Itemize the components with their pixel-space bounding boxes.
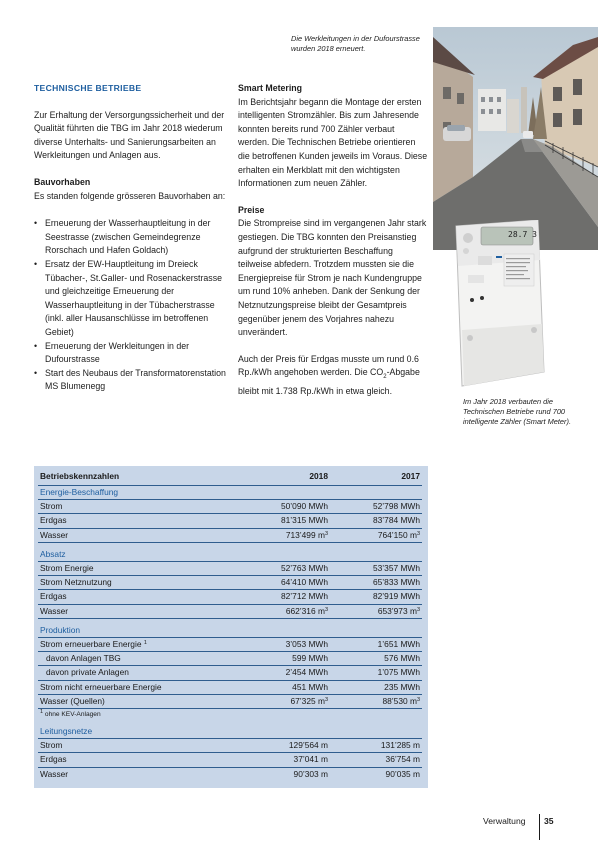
- row-label: [38, 652, 228, 666]
- table-row: [38, 576, 422, 590]
- row-label: [38, 767, 228, 781]
- list-item: • Ersatz der EW-Hauptleitung im Dreieck Tübacher-, St.Galler- und Rosenackerstrasse und gleichzeitige Erneuerung der Wasserhauptleitung in der Tübacherstrasse (inkl. aller Hausanschlüsse im betroffenen Gebiet): [34, 258, 227, 340]
- value-2018: 90’303 m: [293, 768, 328, 779]
- table-header-row: [38, 469, 422, 486]
- group-label: Leitungsnetze: [38, 720, 422, 739]
- middle-column: [238, 82, 428, 398]
- row-label: [38, 514, 228, 528]
- row-label-text: Strom: [40, 740, 63, 751]
- row-label-text: Strom: [40, 501, 63, 512]
- row-label: [38, 500, 228, 514]
- value-2017: 1’651 MWh: [330, 638, 422, 652]
- row-label-text: davon private Anlagen: [46, 667, 129, 678]
- smart-meter-photo: [448, 220, 546, 387]
- row-label-text: davon Anlagen TBG: [46, 653, 121, 664]
- group-header-row: [38, 618, 422, 637]
- table-row: [38, 652, 422, 666]
- row-label-text: Wasser: [40, 605, 69, 616]
- intro-paragraph: Zur Erhaltung der Versorgungssicherheit und der Qualität führten die TBG im Jahr 2018 wiederum diverse Unterhalts- und Sanierungsarbeiten an Werkleitungen und Anlagen aus.: [34, 109, 225, 161]
- meter-display-reading: 28.7 3: [508, 230, 537, 239]
- unit-superscript: 3: [416, 606, 420, 613]
- table-row: [38, 590, 422, 604]
- row-label: [38, 604, 228, 618]
- unit-superscript: 3: [416, 530, 420, 537]
- row-label: [38, 528, 228, 542]
- row-label-text: Strom Energie: [40, 563, 94, 574]
- smart-metering-heading: Smart Metering: [238, 83, 303, 93]
- row-label-text: Strom nicht erneuerbare Energie: [40, 681, 162, 692]
- table-row: [38, 666, 422, 680]
- footnote-row: [38, 709, 422, 721]
- value-2017: 653’973 $m^3$: [330, 604, 422, 618]
- group-label: Energie-Beschaffung: [38, 486, 422, 500]
- value-2018: 3’053 MWh: [228, 638, 330, 652]
- value-2017: 36’754 m: [330, 753, 422, 767]
- betriebskennzahlen-table: [34, 466, 428, 788]
- value-2018: 82’712 MWh: [228, 590, 330, 604]
- table-row: [38, 680, 422, 694]
- value-2018: 599 MWh: [228, 652, 330, 666]
- table-row: [38, 514, 422, 528]
- table-row: [38, 694, 422, 708]
- value-2017: 83’784 MWh: [330, 514, 422, 528]
- group-header-row: [38, 542, 422, 561]
- unit-superscript: 3: [324, 530, 328, 537]
- table-row: [38, 562, 422, 576]
- value-2018: 81’315 MWh: [228, 514, 330, 528]
- table-row: [38, 528, 422, 542]
- value-2017: 235 MWh: [330, 680, 422, 694]
- list-item: • Erneuerung der Wasserhauptleitung in der Seestrasse (zwischen Gemeindegrenze Rorschach und Hafen Goldach): [34, 217, 227, 258]
- table-row: [38, 604, 422, 618]
- preise-heading: Preise: [238, 204, 265, 215]
- erdgas-text: Auch der Preis für Erdgas musste um rund 0.6 Rp./kWh angehoben werden. Die $CO_2$-Abgabe bleibt mit 1.738 Rp./kWh in etwa gleich.: [238, 353, 420, 396]
- bauvorhaben-intro: Es standen folgende grösseren Bauvorhaben an:: [34, 190, 226, 201]
- table-title: Betriebskennzahlen: [38, 469, 228, 486]
- year-header-2018: 2018: [228, 469, 330, 486]
- row-label-text: Strom erneuerbare Energie: [40, 639, 142, 650]
- footnote-ref: 1: [143, 640, 147, 647]
- photo-caption-top: Die Werkleitungen in der Dufourstrasse wurden 2018 erneuert.: [291, 34, 420, 53]
- row-label-text: Wasser (Quellen): [40, 695, 105, 706]
- value-2017: 88’530 $m^3$: [330, 694, 422, 708]
- value-2018: 52’763 MWh: [228, 562, 330, 576]
- street-photo: [433, 27, 598, 250]
- list-item: • Start des Neubaus der Transformatorenstation MS Blumenegg: [34, 367, 227, 394]
- value-2017: 52’798 MWh: [330, 500, 422, 514]
- unit-superscript: 3: [324, 606, 328, 613]
- value-2017: 65’833 MWh: [330, 576, 422, 590]
- preise-text: Die Strompreise sind im vergangenen Jahr stark gestiegen. Die TBG konnten den Preisanstieg aufgrund der strukturierten Beschaffung teilweise abfedern. Trotzdem mussten sie die Energiepreise für Strom je nach Kundengruppe um rund 10% anheben. Dank der Senkung der Netznutzungspreise bleibt der Gesamtpreis gegenüber jenem des Vorjahres nahezu unverändert.: [238, 218, 427, 338]
- row-label-text: Strom Netznutzung: [40, 577, 112, 588]
- unit-superscript: 3: [324, 696, 328, 703]
- bauvorhaben-list: [34, 217, 227, 394]
- table-row: [38, 739, 422, 753]
- group-header-row: [38, 486, 422, 500]
- row-label: [38, 753, 228, 767]
- group-label: Absatz: [38, 542, 422, 561]
- left-column: [34, 82, 227, 394]
- row-label: [38, 576, 228, 590]
- value-2017: 53’357 MWh: [330, 562, 422, 576]
- value-2018: 713’499 $m^3$: [228, 528, 330, 542]
- page-footer: [483, 814, 563, 834]
- value-2018: 662’316 $m^3$: [228, 604, 330, 618]
- value-2018: 451 MWh: [228, 680, 330, 694]
- value-2017: 131’285 m: [330, 739, 422, 753]
- row-label: [38, 666, 228, 680]
- list-item: • Erneuerung der Werkleitungen in der Dufourstrasse: [34, 340, 227, 367]
- row-label-text: Erdgas: [40, 754, 67, 765]
- row-label-text: Wasser: [40, 768, 69, 779]
- row-label-text: Erdgas: [40, 515, 67, 526]
- section-title: TECHNISCHE BETRIEBE: [34, 83, 142, 93]
- bauvorhaben-heading: Bauvorhaben: [34, 176, 91, 187]
- table-row: [38, 753, 422, 767]
- value-2018: 67’325 $m^3$: [228, 694, 330, 708]
- value-2018: 129’564 m: [228, 739, 330, 753]
- row-label: [38, 638, 228, 652]
- value-2017: 764’150 $m^3$: [330, 528, 422, 542]
- value-2017: 576 MWh: [330, 652, 422, 666]
- value-2017: 90’035 m: [385, 768, 420, 779]
- row-label: [38, 694, 228, 708]
- value-2017: 1’075 MWh: [330, 666, 422, 680]
- group-label: Produktion: [38, 618, 422, 637]
- row-label: [38, 739, 228, 753]
- value-2018: 64’410 MWh: [228, 576, 330, 590]
- value-2018: 37’041 m: [228, 753, 330, 767]
- footer-section: Verwaltung: [483, 816, 526, 826]
- table-row: [38, 767, 422, 781]
- value-2018: 2’454 MWh: [228, 666, 330, 680]
- year-header-2017: 2017: [330, 469, 422, 486]
- unit-superscript: 3: [416, 696, 420, 703]
- value-2017: 82’919 MWh: [330, 590, 422, 604]
- group-header-row: [38, 720, 422, 739]
- footer-divider: [539, 814, 540, 840]
- page-number: 35: [544, 816, 554, 826]
- photo-caption-meter: Im Jahr 2018 verbauten die Technischen Betriebe rund 700 intelligente Zähler (Smart Meter).: [463, 397, 572, 426]
- row-label: [38, 562, 228, 576]
- row-label-text: Erdgas: [40, 591, 67, 602]
- table-row: [38, 638, 422, 652]
- row-label: [38, 680, 228, 694]
- row-label: [38, 590, 228, 604]
- smart-metering-text: Im Berichtsjahr begann die Montage der ersten intelligenten Stromzähler. Bis zum Jahresende konnten bereits rund 700 Zähler verbaut werden. Die Technischen Betriebe orientieren die betroffenen Kunden jeweils im Voraus. Diese erhalten ein Merkblatt mit den wichtigsten Informationen zum neuen Zähler.: [238, 96, 428, 189]
- value-2018: 50’090 MWh: [228, 500, 330, 514]
- footnote: $^1$ ohne KEV-Anlagen: [40, 709, 101, 719]
- table-row: [38, 500, 422, 514]
- row-label-text: Wasser: [40, 529, 69, 540]
